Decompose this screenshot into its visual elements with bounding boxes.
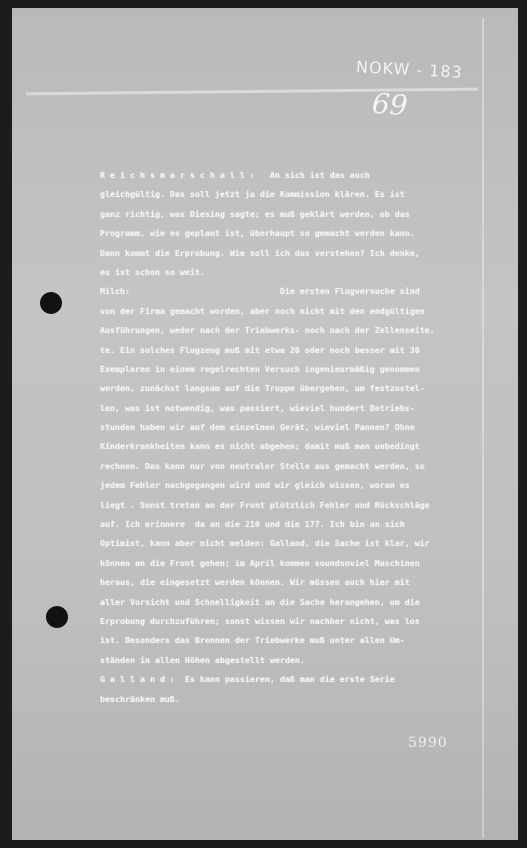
- text-line: Dann kommt die Erprobung. Wie soll ich das verstehen? Ich denke,: [100, 247, 420, 258]
- punch-hole-top: [40, 292, 62, 314]
- text-line: Erprobung durchzuführen; sonst wissen wir nachher nicht, was los: [100, 615, 420, 626]
- text-line: auf. Ich erinnere da an die 210 und die 177. Ich bin an sich: [100, 519, 405, 530]
- text-line: Programm, wie es geplant ist, überhaupt so gemacht werden kann.: [100, 228, 415, 239]
- text-line: rechnen. Das kann nur von neutraler Stelle aus gemacht werden, so: [100, 460, 425, 471]
- folio-number: 69: [370, 86, 409, 123]
- archive-reference: NOKW - 183: [355, 57, 464, 82]
- text-line: jedem Fehler nachgegangen wird und wir gleich wissen, woran es: [100, 480, 410, 491]
- text-line: es ist schon so weit.: [100, 266, 205, 277]
- document-page: [12, 8, 518, 840]
- sleeve-fold-line: [26, 88, 478, 96]
- text-line: Ausführungen, weder nach der Triebwerks- noch nach der Zellenseite.: [100, 325, 435, 336]
- text-line: ganz richtig, was Diesing sagte; es muß geklärt werden, ob das: [100, 208, 410, 219]
- punch-hole-bottom: [46, 606, 68, 628]
- text-line: G a l l a n d : Es kann passieren, daß man die erste Serie: [100, 674, 395, 685]
- text-line: Milch: Die ersten Flugversuche sind: [100, 286, 420, 297]
- text-line: von der Firma gemacht worden, aber noch nicht mit den endgültigen: [100, 305, 425, 316]
- text-line: Optimist, kann aber nicht melden: Galland, die Sache ist klar, wir: [100, 538, 430, 549]
- text-line: stunden haben wir auf dem einzelnen Gerät, wieviel Pannen? Ohne: [100, 422, 415, 433]
- text-line: len, was ist notwendig, was passiert, wieviel hundert Betriebs-: [100, 402, 415, 413]
- text-line: Exemplaren in einem regelrechten Versuch ingenieurmäßig genommen: [100, 363, 420, 374]
- typed-text-block: [100, 166, 480, 709]
- text-line: liegt . Sonst treten an der Front plötzlich Fehler und Rückschläge: [100, 499, 430, 510]
- page-number: 5990: [408, 735, 448, 751]
- text-line: gleichgültig. Das soll jetzt ja die Kommission klären. Es ist: [100, 189, 405, 200]
- text-line: ist. Besonders das Brennen der Triebwerke muß unter allen Um-: [100, 635, 405, 646]
- text-line: te. Ein solches Flugzeug muß mit etwa 20 oder noch besser mit 30: [100, 344, 420, 355]
- text-line: ständen in allen Höhen abgestellt werden.: [100, 654, 305, 665]
- text-line: aller Vorsicht und Schnelligkeit an die Sache herangehen, um die: [100, 596, 420, 607]
- text-line: Kinderkrankheiten kann es nicht abgehen; damit muß man unbedingt: [100, 441, 420, 452]
- text-line: beschränken muß.: [100, 693, 180, 704]
- sleeve-edge: [482, 18, 484, 838]
- text-line: können an die Front gehen; im April kommen soundsoviel Maschinen: [100, 557, 420, 568]
- text-line: werden, zunächst langsam auf die Truppe übergehen, um festzustel-: [100, 383, 425, 394]
- text-line: heraus, die eingesetzt werden können. Wir müssen auch hier mit: [100, 577, 410, 588]
- text-line: R e i c h s m a r s c h a l l : An sich ist das auch: [100, 170, 370, 180]
